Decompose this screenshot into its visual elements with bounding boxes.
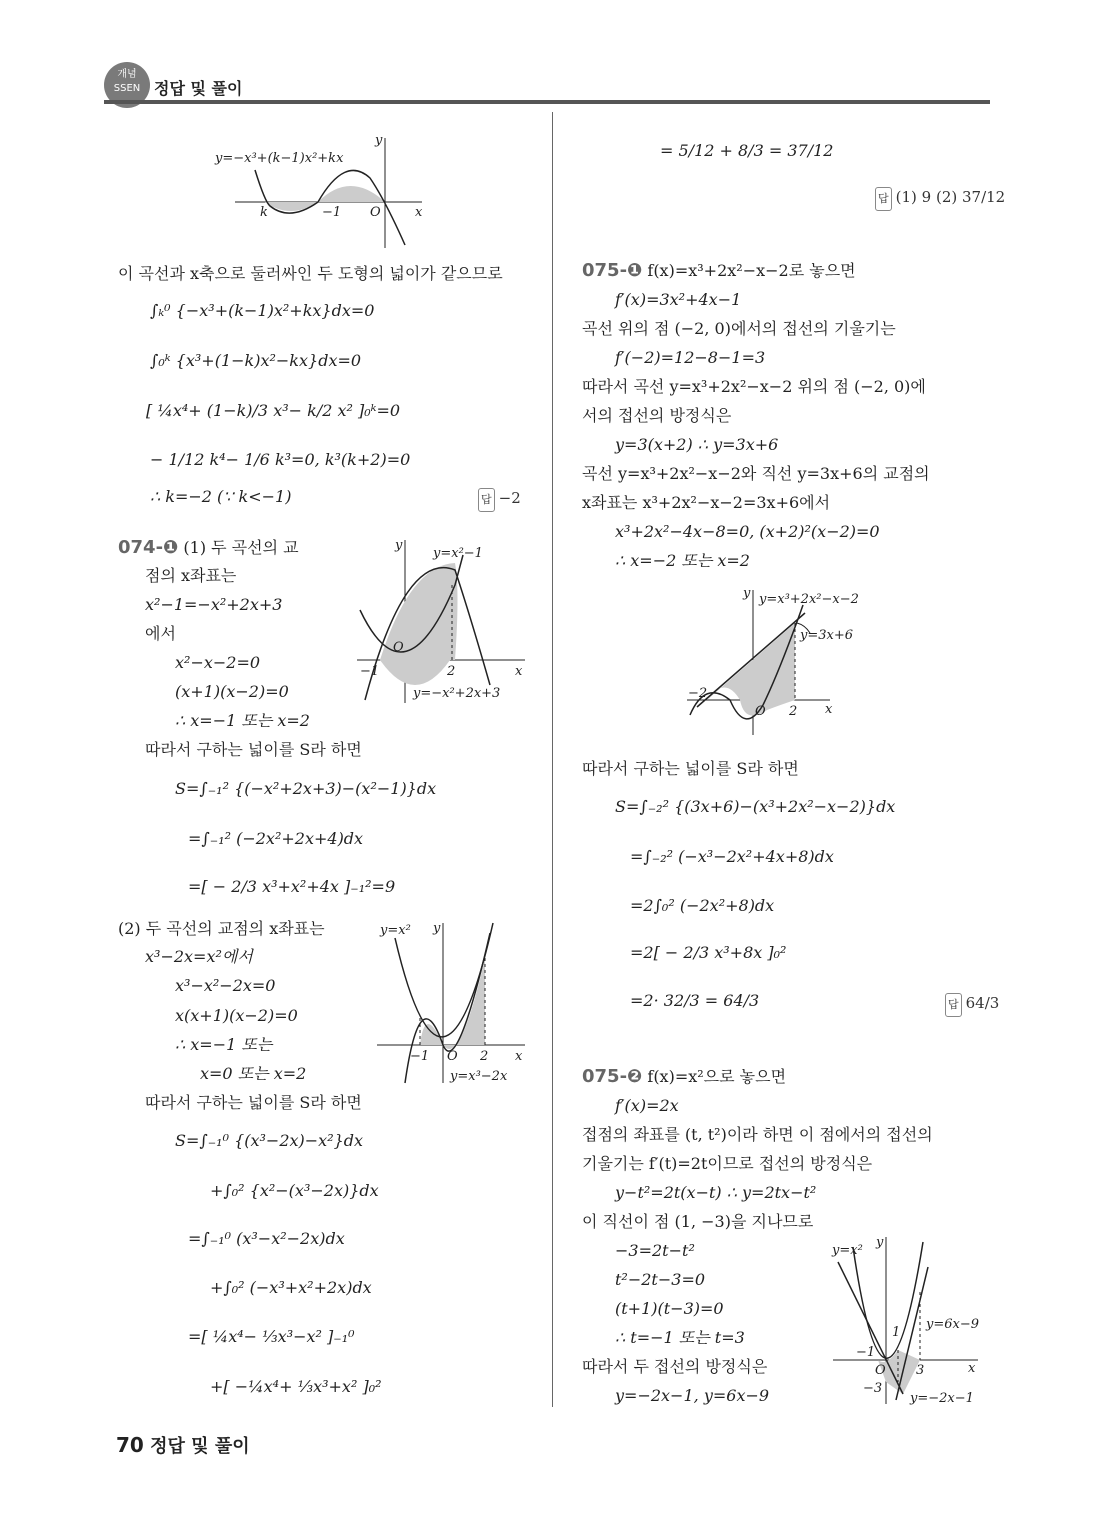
equation: = 5/12 + 8/3 = 37/12 xyxy=(660,141,834,160)
text-line: (1) 두 곡선의 교 xyxy=(183,538,299,557)
axis-x-label: x xyxy=(415,205,423,220)
equation: f′(x)=2x xyxy=(615,1096,679,1115)
text-line: 점의 x좌표는 xyxy=(145,566,237,585)
equation: ∴ x=−1 또는 xyxy=(175,1035,273,1054)
equation: x³−x²−2x=0 xyxy=(175,976,276,995)
curve-label: y=x³+2x²−x−2 xyxy=(759,592,859,607)
equation: [ ¼x⁴+ (1−k)/3 x³− k/2 x² ]₀ᵏ=0 xyxy=(146,401,401,420)
equation: f′(−2)=12−8−1=3 xyxy=(615,348,766,367)
answer-tag: 답 xyxy=(478,488,495,512)
axis-y-label: y xyxy=(375,133,383,148)
text-line: 기울기는 f′(t)=2t이므로 접선의 방정식은 xyxy=(582,1154,873,1173)
text-line: (2) 두 곡선의 교점의 x좌표는 xyxy=(118,919,325,938)
parabola xyxy=(853,1242,923,1358)
footer-text: 정답 및 풀이 xyxy=(150,1436,250,1457)
axis-y-label: y xyxy=(743,586,751,601)
answer-tag: 답 xyxy=(945,993,962,1017)
equation: +[ −¼x⁴+ ⅓x³+x² ]₀² xyxy=(210,1377,382,1396)
origin-label: O xyxy=(447,1049,458,1064)
text-line: 따라서 구하는 넓이를 S라 하면 xyxy=(582,759,799,778)
column-divider xyxy=(552,112,553,1407)
equation: +∫₀² (−x³+x²+2x)dx xyxy=(210,1278,372,1297)
page-footer xyxy=(116,1432,250,1458)
equation: ∴ x=−1 또는 x=2 xyxy=(175,711,310,730)
figure-tangent-lines xyxy=(828,1232,993,1407)
minus-two-label: −2 xyxy=(688,686,708,701)
axis-x-label: x xyxy=(515,1049,523,1064)
text-line: f(x)=x³+2x²−x−2로 놓으면 xyxy=(647,261,856,280)
equation: ∴ x=−2 또는 x=2 xyxy=(615,551,750,570)
top-curve-label: y=x²−1 xyxy=(433,546,483,561)
equation: ∴ k=−2 (∵ k<−1) xyxy=(150,487,292,506)
answer-value: 64/3 xyxy=(965,994,1000,1012)
text-line: 따라서 구하는 넓이를 S라 하면 xyxy=(145,740,362,759)
answer-value: (1) 9 (2) 37/12 xyxy=(895,188,1006,206)
equation: =2[ − 2/3 x³+8x ]₀² xyxy=(630,943,787,962)
k-label: k xyxy=(260,205,268,220)
bottom-curve-label: y=x³−2x xyxy=(450,1069,508,1084)
equation: ∴ t=−1 또는 t=3 xyxy=(615,1328,745,1347)
equation: =∫₋₁² (−2x²+2x+4)dx xyxy=(188,829,364,848)
equation: t²−2t−3=0 xyxy=(615,1270,706,1289)
answer-value: −2 xyxy=(498,489,521,507)
problem-075-2 xyxy=(582,1066,786,1088)
text-line: 에서 xyxy=(145,624,176,643)
text-line: 접점의 좌표를 (t, t²)이라 하면 이 점에서의 접선의 xyxy=(582,1125,933,1144)
two-label: 2 xyxy=(789,704,798,719)
tangent-line-2 xyxy=(896,1267,928,1400)
text-line: 따라서 곡선 y=x³+2x²−x−2 위의 점 (−2, 0)에 xyxy=(582,377,926,396)
equation: S=∫₋₁⁰ {(x³−2x)−x²}dx xyxy=(175,1131,364,1150)
axis-x-label: x xyxy=(968,1361,976,1376)
shaded-region-right xyxy=(443,958,485,1049)
equation: − 1/12 k⁴− 1/6 k³=0, k³(k+2)=0 xyxy=(150,450,411,469)
answer-box xyxy=(945,992,999,1017)
problem-number: 075-❷ xyxy=(582,1066,643,1087)
axis-x-label: x xyxy=(515,664,523,679)
one-label: 1 xyxy=(892,1325,901,1340)
shaded-region xyxy=(707,623,795,716)
equation: (x+1)(x−2)=0 xyxy=(175,682,289,701)
minus-one-label: −1 xyxy=(410,1049,430,1064)
bottom-curve-label: y=−x²+2x+3 xyxy=(413,686,501,701)
parabola-label: y=x² xyxy=(832,1243,863,1258)
shaded-region xyxy=(380,563,458,685)
equation: +∫₀² {x²−(x³−2x)}dx xyxy=(210,1181,379,1200)
badge-bottom: SSEN xyxy=(113,83,141,94)
text-line: 따라서 구하는 넓이를 S라 하면 xyxy=(145,1093,362,1112)
text-line: x좌표는 x³+2x²−x−2=3x+6에서 xyxy=(582,493,831,512)
equation: x=0 또는 x=2 xyxy=(200,1064,307,1083)
answer-box xyxy=(875,186,1005,211)
answer-box xyxy=(478,487,521,512)
equation: x²−x−2=0 xyxy=(175,653,261,672)
minus-one-label: −1 xyxy=(360,664,380,679)
header-title: 정답 및 풀이 xyxy=(154,79,243,98)
equation: S=∫₋₁² {(−x²+2x+3)−(x²−1)}dx xyxy=(175,779,437,798)
axis-x-label: x xyxy=(825,702,833,717)
top-curve-label: y=x² xyxy=(380,923,411,938)
equation: x(x+1)(x−2)=0 xyxy=(175,1006,298,1025)
axis-y-label: y xyxy=(876,1235,884,1250)
axis-y-label: y xyxy=(395,538,403,553)
equation: y−t²=2t(x−t) ∴ y=2tx−t² xyxy=(615,1183,817,1202)
minus-one-label: −1 xyxy=(322,205,342,220)
answer-tag: 답 xyxy=(875,187,892,211)
text-line: 곡선 위의 점 (−2, 0)에서의 접선의 기울기는 xyxy=(582,319,896,338)
minus-one-label: −1 xyxy=(856,1345,876,1360)
line-label: y=3x+6 xyxy=(800,628,854,643)
problem-number: 075-❶ xyxy=(582,260,643,281)
three-label: 3 xyxy=(916,1363,925,1378)
origin-label: O xyxy=(393,640,404,655)
problem-074-1 xyxy=(118,537,299,559)
equation: ∫ₖ⁰ {−x³+(k−1)x²+kx}dx=0 xyxy=(150,301,375,320)
equation: ∫₀ᵏ {x³+(1−k)x²−kx}dx=0 xyxy=(150,351,362,370)
equation: =∫₋₁⁰ (x³−x²−2x)dx xyxy=(188,1229,345,1248)
page-number: 70 xyxy=(116,1433,144,1457)
figure-cubic-k xyxy=(210,130,450,250)
equation: =2∫₀² (−2x²+8)dx xyxy=(630,896,775,915)
line2-label: y=−2x−1 xyxy=(910,1391,974,1406)
figure-cubic-tangent xyxy=(685,585,895,740)
equation: y=3(x+2) ∴ y=3x+6 xyxy=(615,435,779,454)
badge-top: 개념 xyxy=(117,69,137,80)
line1-label: y=6x−9 xyxy=(926,1317,980,1332)
figure-parabola-cubic xyxy=(375,918,535,1088)
text-line: 곡선 y=x³+2x²−x−2와 직선 y=3x+6의 교점의 xyxy=(582,464,930,483)
problem-075-1 xyxy=(582,260,856,282)
text-line: f(x)=x²으로 놓으면 xyxy=(647,1067,787,1086)
equation: =∫₋₂² (−x³−2x²+4x+8)dx xyxy=(630,847,834,866)
equation: (t+1)(t−3)=0 xyxy=(615,1299,724,1318)
equation: =2· 32/3 = 64/3 xyxy=(630,991,760,1010)
equation: x³−2x=x²에서 xyxy=(145,947,253,966)
equation: y=−2x−1, y=6x−9 xyxy=(615,1386,770,1405)
shaded-region-right xyxy=(318,186,385,202)
two-label: 2 xyxy=(480,1049,489,1064)
text-line: 이 직선이 점 (1, −3)을 지나므로 xyxy=(582,1212,814,1231)
header-rule xyxy=(104,100,990,104)
equation: =[ ¼x⁴− ⅓x³−x² ]₋₁⁰ xyxy=(188,1327,355,1346)
equation: =[ − 2/3 x³+x²+4x ]₋₁²=9 xyxy=(188,877,396,896)
figure-parabolas xyxy=(355,535,535,705)
curve-label: y=−x³+(k−1)x²+kx xyxy=(215,151,344,166)
equation: −3=2t−t² xyxy=(615,1241,695,1260)
origin-label: O xyxy=(875,1363,886,1378)
origin-label: O xyxy=(370,205,381,220)
equation: x²−1=−x²+2x+3 xyxy=(145,595,283,614)
origin-label: O xyxy=(755,704,766,719)
equation: f′(x)=3x²+4x−1 xyxy=(615,290,742,309)
equation: S=∫₋₂² {(3x+6)−(x³+2x²−x−2)}dx xyxy=(615,797,896,816)
problem-number: 074-❶ xyxy=(118,537,179,558)
equation: x³+2x²−4x−8=0, (x+2)²(x−2)=0 xyxy=(615,522,880,541)
axis-y-label: y xyxy=(433,921,441,936)
two-label: 2 xyxy=(447,664,456,679)
text-line: 서의 접선의 방정식은 xyxy=(582,406,732,425)
text-line: 이 곡선과 x축으로 둘러싸인 두 도형의 넓이가 같으므로 xyxy=(118,264,503,283)
text-line: 따라서 두 접선의 방정식은 xyxy=(582,1357,768,1376)
minus-three-label: −3 xyxy=(863,1381,883,1396)
